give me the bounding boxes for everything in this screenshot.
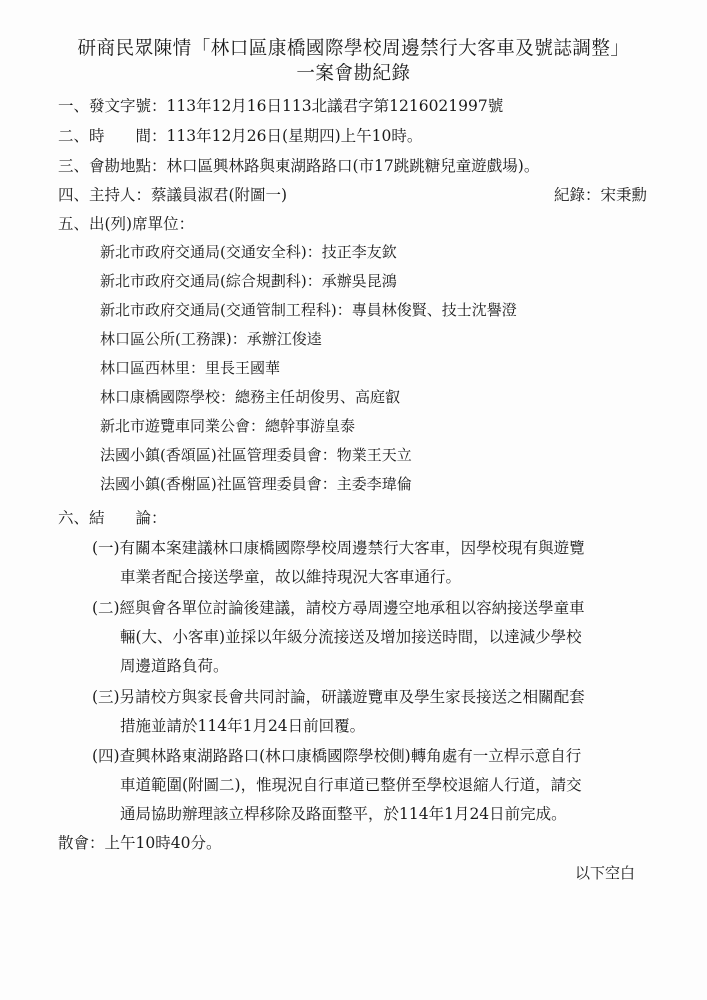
- conclusion-3-line2: 措施並請於114年1月24日前回覆。: [120, 717, 366, 735]
- conclusion-3-line1: (三)另請校方與家長會共同討論，研議遊覽車及學生家長接送之相關配套: [92, 688, 585, 706]
- conclusion-1-line2: 車業者配合接送學童，故以維持現況大客車通行。: [120, 568, 462, 586]
- attendee-line: 新北市政府交通局(交通安全科)：技正李友欽: [100, 243, 397, 261]
- attendee-line: 法國小鎮(香頌區)社區管理委員會：物業王天立: [100, 446, 412, 464]
- document-title-line1: 研商民眾陳情「林口區康橋國際學校周邊禁行大客車及號誌調整」: [77, 37, 630, 59]
- conclusion-2-line3: 周邊道路負荷。: [120, 657, 229, 675]
- conclusion-4-line3: 通局協助辦理該立桿移除及路面整平，於114年1月24日前完成。: [120, 805, 567, 823]
- document-title-line2: 一案會勘紀錄: [296, 62, 411, 84]
- item-location: 三、會勘地點：林口區興林路與東湖路路口(市17跳跳糖兒童遊戲場)。: [58, 157, 540, 175]
- attendee-line: 法國小鎮(香榭區)社區管理委員會：主委李瑋倫: [100, 475, 412, 493]
- conclusion-2-line2: 輛(大、小客車)並採以年級分流接送及增加接送時間，以達減少學校: [120, 628, 582, 646]
- attendee-line: 林口區西林里：里長王國華: [100, 359, 281, 377]
- item-host: 四、主持人：蔡議員淑君(附圖一): [58, 186, 288, 204]
- attendee-line: 新北市遊覽車同業公會：總幹事游皇泰: [100, 417, 356, 435]
- attendee-line: 新北市政府交通局(交通管制工程科)：專員林俊賢、技士沈譽澄: [100, 301, 517, 319]
- attendee-line: 新北市政府交通局(綜合規劃科)：承辦吳昆鴻: [100, 272, 397, 290]
- adjourn-line: 散會：上午10時40分。: [58, 834, 222, 852]
- conclusion-1-line1: (一)有關本案建議林口康橋國際學校周邊禁行大客車，因學校現有與遊覽: [92, 539, 585, 557]
- conclusion-4-line1: (四)查興林路東湖路路口(林口康橋國際學校側)轉角處有一立桿示意自行: [92, 747, 582, 765]
- item-recorder: 紀錄：宋秉勳: [553, 186, 647, 204]
- item-attendees-heading: 五、出(列)席單位：: [58, 215, 195, 233]
- blank-note: 以下空白: [574, 864, 635, 882]
- attendee-line: 林口區公所(工務課)：承辦江俊逵: [100, 330, 322, 348]
- attendee-line: 林口康橋國際學校：總務主任胡俊男、高庭叡: [100, 388, 401, 406]
- conclusion-4-line2: 車道範圍(附圖二)，惟現況自行車道已整併至學校退縮人行道，請交: [120, 776, 582, 794]
- conclusion-2-line1: (二)經與會各單位討論後建議，請校方尋周邊空地承租以容納接送學童車: [92, 599, 585, 617]
- item-conclusions-heading: 六、結 論：: [58, 509, 167, 527]
- item-reference-number: 一、發文字號：113年12月16日113北議君字第1216021997號: [58, 97, 504, 115]
- item-time: 二、時 間：113年12月26日(星期四)上午10時。: [58, 127, 423, 145]
